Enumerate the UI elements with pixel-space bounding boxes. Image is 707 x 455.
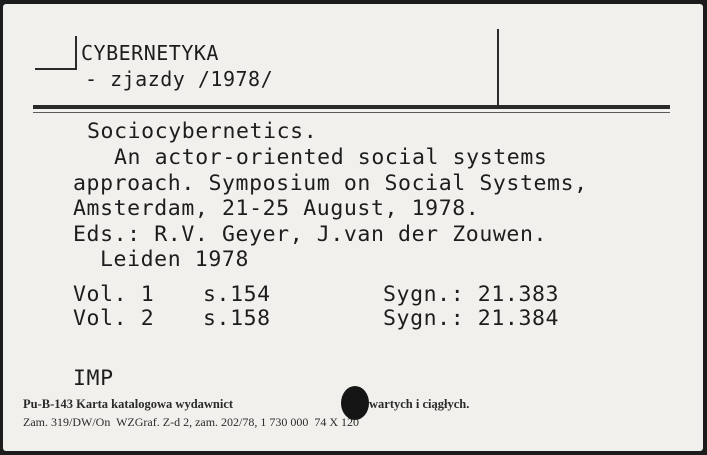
entry-imprint: Leiden 1978 <box>100 247 249 272</box>
header-divider <box>497 29 499 107</box>
entry-subtitle-1: An actor-oriented social systems <box>114 145 548 170</box>
header-corner-vertical <box>75 36 77 70</box>
catalog-card <box>3 4 703 451</box>
entry-title: Sociocybernetics. <box>87 119 318 144</box>
footer-line-1a: Pu-B-143 Karta katalogowa wydawnict <box>23 397 234 411</box>
subject-heading: CYBERNETYKA <box>81 41 219 65</box>
volume-2-label: Vol. 2 <box>73 306 155 331</box>
footer-line-1b: wartych i ciągłych. <box>369 397 470 411</box>
location-mark: IMP <box>73 366 114 391</box>
heading-rule-thin <box>33 112 670 113</box>
volume-2-sygn: Sygn.: 21.384 <box>383 306 560 331</box>
volume-2-pages: s.158 <box>203 306 271 331</box>
heading-rule <box>33 105 670 109</box>
entry-editors: Eds.: R.V. Geyer, J.van der Zouwen. <box>73 222 548 247</box>
entry-subtitle-2: approach. Symposium on Social Systems, <box>73 171 588 196</box>
volume-1-pages: s.154 <box>203 282 271 307</box>
footer-line-2: Zam. 319/DW/On WZGraf. Z-d 2, zam. 202/78, 1 730 000 74 X 120 <box>23 415 360 429</box>
entry-subtitle-3: Amsterdam, 21-25 August, 1978. <box>73 196 480 221</box>
volume-1-label: Vol. 1 <box>73 282 155 307</box>
volume-1-sygn: Sygn.: 21.383 <box>383 282 560 307</box>
subject-subdivision: - zjazdy /1978/ <box>85 67 274 91</box>
header-corner-horizontal <box>35 68 77 70</box>
